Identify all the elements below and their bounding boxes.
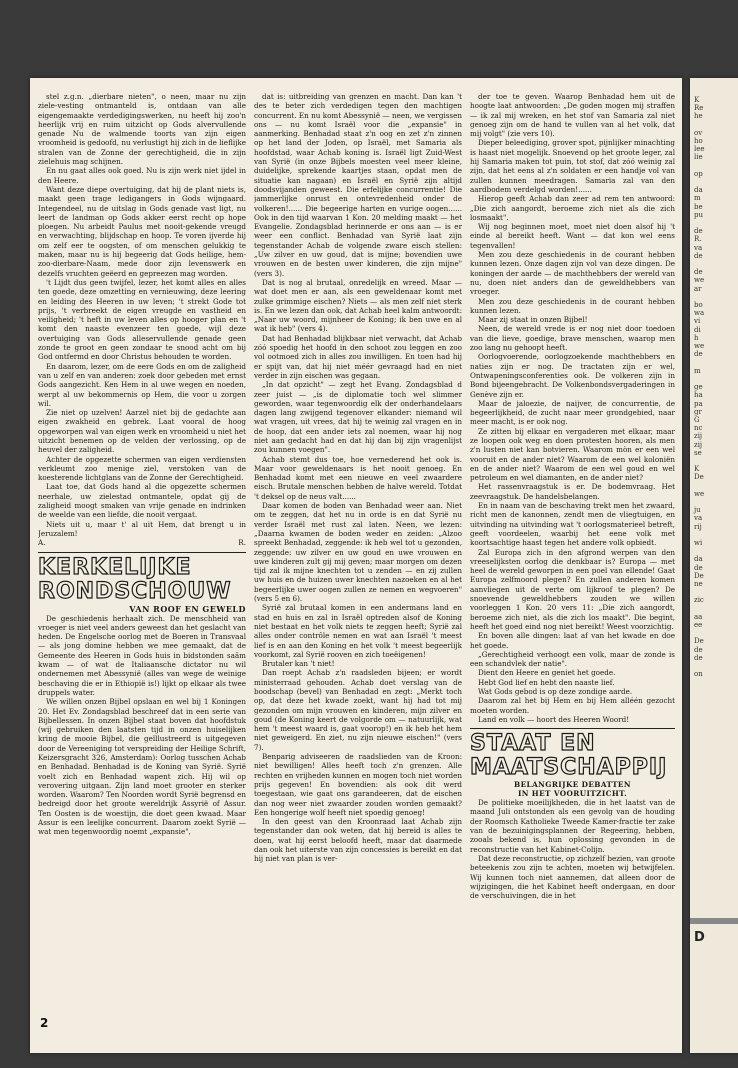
column-3 bbox=[470, 92, 675, 1052]
section-divider bbox=[470, 728, 675, 729]
newspaper-page bbox=[30, 78, 682, 1053]
paragraph: Dient den Heere en geniet het goede. bbox=[478, 668, 616, 678]
signature-line bbox=[38, 538, 246, 547]
paragraph: stel z.g.n. „dierbare nieten", o neen, maar nu zijn ziele-vesting ontmanteld is, ontdaan van alle eigengemaakte verdedigingswerken, nu heeft hij zoo'n heerlijk vrij en ruim uitzicht op Gods alvervullende genade Nu de walmende toorts van zijn eigen vroomheid is gedoofd, nu verlustigt hij zich in de lieflijke stralen van de Zonne der gerechtigheid, die in zijn zielehuis mag schijnen. bbox=[38, 92, 246, 167]
paragraph: En in naam van de beschaving trekt men het zwaard, richt men de kanonnen, zendt men de vliegtuigen, en uitvinding na uitvinding wat 't oorlogsmaterieel betreft, geeft voordeelen, waarbij het eene volk met koortsachtige haast tegen het andere volk opbiedt. bbox=[470, 501, 675, 548]
kerkelijke-subheading: VAN ROOF EN GEWELD bbox=[129, 603, 246, 614]
paragraph: Syrië zal brutaal komen in een andermans land en stad en huis en zal in Israël optreden alsof de Koning niet bestaat en het volk niets te zeggen heeft; Syrië zal alles onder contrôle nemen en wat aan Israël 't meest lief is en aan den Koning en het volk 't meest begeerlijk voorkomt, zal Syrië rooven en zich toeëigenen! bbox=[254, 603, 462, 659]
paragraph: De geschiedenis herhaalt zich. De menschheid van vroeger is niet veel anders geweest dan het geslacht van heden. De Engelsche oorlog met de Boeren in Transvaal — als jong domine hebben we mee gemaakt, dat de Gemeente des Heeren in Gods huis in bidstonden saâm kwam — of wat de Italiaansche dictator nu wil ondernemen met Abessynië (alles van wege de weinige beschaving die er in Ethiopië is!) lijkt op elkaar als twee druppels water. bbox=[38, 613, 246, 697]
paragraph: Niets uit u, maar t' al uit Hem, dat brengt u in Jeruzalem! bbox=[38, 519, 246, 538]
paragraph: En daarom, lezer, om de eere Gods en om de zaligheid van u zelf en van anderen: zoek door gebeden met ernst Gods aangezicht. Ken Hem in al uwe wegen en noeden, werpt al uw bekommernis op Hem, die voor u zorgen wil. bbox=[38, 361, 246, 408]
col1-text bbox=[38, 92, 246, 538]
paragraph: 't Lijdt dus geen twijfel, lezer, het komt alles en alles ten goede, deze omzetting en vernieuwing, deze leering en leiding des Heeren in uw leven; 't strekt Gode tot prijs, 't verbreekt de eigen vreugde en vastheid en veiligheid; 't heft in uw leven alles op hooger plan en 't komt den naaste evenzeer ten goede, wijl deze overtuiging van Gods alleservullende genade geen zonde te groot en geen zondaar te snood acht om bij God ontfermd en door Christus behouden te worden. bbox=[38, 277, 246, 362]
paragraph: dat is: uitbreiding van grenzen en macht. Dan kan 't des te beter zich verdedigen tegen den machtigen concurrent. En nu komt Abessynië — neen, we vergissen ons — nu komt Israël voor die „expansie" in aanmerking. Benhadad staat z'n oog en zet z'n zinnen op het land der Joden, op Israël, met Samaria als hoofdstad, waar Achab koning is. Israël ligt Zuid-West van Syrië (in onze Bijbels moesten veel meer kleine, duidelijke, sprekende kaartjes staan, opdat men de situatie kan nagaan) en Israël en Syrië zijn altijd doodsvijanden geweest. Die erfelijke concurrentie! Die jammerlijke onrust en ontevredenheid onder de volkeren!...... Die begeerige harten en vurige oogen...... Ook in den tijd waarvan 1 Kon. 20 melding maakt — het Evangelie. Zondagsblad herinnerde er ons aan — is er weer een conflict. Benhadad van Syrië laat zijn tegenstander Achab de volgende zware eisch stellen: „Uw zilver en uw goud, dat is mijne; bovendien uwe vrouwen en de besten uwer kinderen, die zijn mijne" (vers 3). bbox=[254, 92, 462, 278]
paragraph: Want deze diepe overtuiging, dat hij de plant niets is, maakt geen trage ledigangers in Gods wijngaard. Integendeel, nu de uitslag in Gods genade vast ligt, nu leert de landman op Gods akker eerst recht op hope ploegen. Nu arbeidt Paulus met nooit-gekende vreugd en verwachting, blijdschap en hoop. Te voren ijverde hij om zelf eer te oogsten, of om menschen gelukkig te maken, maar nu is hij begeerig dat Gods heilige, hem-zoo-dierbare-Naam, mede door zijn levenswerk en dezelfs vruchten geëerd en gepreezen mag worden. bbox=[38, 184, 246, 278]
paragraph: Wat Gods gebod is op deze zondige aarde. bbox=[478, 687, 633, 696]
page-number: 2 bbox=[40, 1016, 49, 1030]
paragraph: Land en volk — hoort des Heeren Woord! bbox=[478, 714, 630, 724]
column-2 bbox=[254, 92, 462, 1052]
paragraph: Maar zij staat in onzen Bijbel! bbox=[478, 315, 588, 325]
paragraph: „Gerechtigheid verhoogt een volk, maar de zonde is een schandvlek der natie". bbox=[470, 649, 675, 669]
signature-right: R. bbox=[238, 538, 246, 548]
paragraph: Oorlogvoerende, oorlogzoekende machthebbers en naties zijn er nog. De tractaten zijn er wel, Ontwapeningsconferenties ook. De volkeren zijn in Bond bijeengebracht. De Volkenbondsvergaderingen in Genève zijn er. bbox=[470, 352, 675, 399]
paragraph: Dieper beleediging, grover spot, pijnlijker minachting is haast niet mogelijk. Snoevend op het groote leger, zal hij Samaria maken tot puin, tot stof, dat zóó weinig zal zijn, dat het eens al z'n soldaten er een handje vol van zullen kunnen meedragen. Samaria zal van den aardbodem verdelgd worden!...... bbox=[470, 138, 675, 194]
paragraph: Achter de opgezette schermen van eigen verdiensten verkleumt zoo menige ziel, verstoken van de koesterende lichtglans van de Zonne der Gerechtigheid. bbox=[38, 454, 246, 483]
staat-heading-line2: MAATSCHAPPIJ bbox=[470, 755, 668, 781]
paragraph: Dat had Benhadad blijkbaar niet verwacht, dat Achab zóó spoedig het hoofd in den schoot zou leggen en zoo vol ootmoed zich in alles zou inwilligen. En toen had hij er spijt van, dat hij niet méér gevraagd had en niet verder in zijn eischen was gegaan. bbox=[254, 333, 462, 380]
paragraph: We willen onzen Bijbel opslaan en wel bij 1 Koningen 20. Het Ev. Zondagsblad beschreef dat in een serie van Bijbellessen. In onzen Bijbel staat boven dat hoofdstuk (wij gebruiken den laatsten tijd in onzen huiselijken kring de mooie Bijbel, die geïllustreerd is uitgegeven door de Vereeniging tot verspreiding der Heilige Schrift, Keizersgracht 326, Amsterdam): Oorlog tusschen Achab en Benhadad. Benhadad is de Koning van Syrië. Syrië voelt zich en Benhadad wapent zich. Hij wil op verovering uitgaan. Zijn land moet grooter en sterker worden. Waarom? Ten Noorden wordt Syrië begrensd en bedreigd door het groote wereldrijk Assyrië of Assur. Ten Oosten is de woestijn, die doet geen kwaad. Maar Assur is een leelijke concurrent. Daarom zoekt Syrië — wat men tegenwoordig noemt „expansie", bbox=[38, 697, 246, 837]
paragraph: En boven alle dingen: laat af van het kwade en doe het goede. bbox=[470, 631, 675, 650]
column-1 bbox=[38, 92, 246, 1052]
paragraph: Men zou deze geschiedenis in de courant hebben kunnen lezen. Onze dagen zijn vol van deze dingen. De koningen der aarde — de machthebbers der wereld van nu, doen niet anders dan de geweldhebbers van vroeger. bbox=[470, 250, 675, 297]
paragraph: Daarom zal het bij Hem en bij Hem alléén gezocht moeten worden. bbox=[470, 696, 675, 715]
adjacent-page-divider bbox=[690, 918, 738, 924]
kerkelijke-heading-line1: KERKELIJKE bbox=[38, 554, 192, 580]
staat-subheading-line2: IN HET VOORUITZICHT. bbox=[517, 789, 628, 799]
paragraph: Dat deze reconstructie, op zichzelf bezien, van groote beteekenis zou zijn te achten, moeten wij betwijfelen. Wij kunnen toch niet aannemen, dat alleen door de wijzigingen, die het Kabinet heeft ondergaan, en door de verschuivingen, die in het bbox=[470, 853, 675, 901]
paragraph: Zie niet op uzelven! Aarzel niet bij de gedachte aan eigen zwakheid en gebrek. Laat vooral de hoog opgeworpen wal van eigen werk en vroomheid u niet het uitzicht benemen op de velden der verlossing, op de heuvel der zaligheid. bbox=[38, 408, 246, 455]
adjacent-page-text: K Re he ov ho lee lie op da m be pu de R. va de de we ar bo wa vi di h we de m ge ha pa gr G nc zij zij se K De we ju va rij wi da de De ne zic aa ee De de de on bbox=[694, 96, 705, 679]
paragraph: Zal Europa zich in den afgrond werpen van den vreeselijksten oorlog die denkbaar is? Europa — met heel de wereld geworpen in een poel van ellende! Gaat Europa zelfmoord plegen? En zullen anderen komen aanvliegen uit de verte om lijkroof te plegen? De snoevende geweldhebbers zouden we willen voorleggen 1 Kon. 20 vers 11: „Die zich aangordt, beroeme zich niet, als die zich los maakt". Die begint, heeft het goed eind nog niet bereikt! Weest voorzichtig. bbox=[470, 547, 675, 631]
staat-subheading-line1: BELANGRIJKE DEBATTEN bbox=[514, 780, 631, 790]
kerkelijke-heading-line2: RONDSCHOUW bbox=[38, 578, 232, 604]
paragraph: Het rassenvraagstuk is er. De bodemvraag. Het zeevraagstuk. De handelsbelangen. bbox=[470, 482, 675, 501]
paragraph: Men zou deze geschiedenis in de courant hebben kunnen lezen. bbox=[470, 296, 675, 315]
paragraph: „In dat opzicht" — zegt het Evang. Zondagsblad d zeer juist — „is de diplomatie toch wel slimmer geworden, waar tegenwoordig elk der onderhandelaars dagen lang zwijgend tegenover elkander: niemand wil wat vragen, uit vrees, dat hij te weinig zal vragen en in de hoop, dat een ander iets zal noemen, waar hij nog niet aan gedacht had en dat hij dan bij zijn vragenlijst zou kunnen voegen". bbox=[254, 380, 462, 455]
adjacent-page bbox=[690, 78, 738, 1053]
signature-left: A. bbox=[38, 538, 46, 548]
staat-heading-line1: STAAT EN bbox=[470, 731, 596, 757]
paragraph: Brutaler kan 't niet! bbox=[262, 659, 335, 669]
paragraph: In den geest van den Kroonraad laat Achab zijn tegenstander dan ook weten, dat hij bereid is alles te doen, wat hij eerst beloofd heeft, maar dat daarmede dan ook het uiterste van zijn concessies is bereikt en dat hij niet van plan is ver- bbox=[254, 817, 462, 864]
paragraph: Maar de jaloezie, de naijver, de concurrentie, de begeerlijkheid, de zucht naar meer grondgebied, naar meer macht, is er ook nog. bbox=[470, 398, 675, 427]
adjacent-page-heading-letter: D bbox=[694, 930, 705, 945]
paragraph: Wij nog beginnen moet, moet niet doen alsof hij 't einde al bereikt heeft. Want — dat kon wel eens tegenvallen! bbox=[470, 222, 675, 250]
paragraph: Ze zitten bij elkaar en vergaderen met elkaar, maar ze loopen ook weg en doen protesten hooren, als men z'n lusten niet kan botvieren. Waarom mòn er een wel vooruit en de ander niet? Waarom de een wel koloniën en de ander niet? Waarom de een wel goud en wel petroleum en wel diamanten, en de ander niet? bbox=[470, 426, 675, 483]
paragraph: Dat is nog al brutaal, onredelijk en wreed. Maar — wat doet men er aan, als een geweldenaar komt met zulke grimmige eischen? Niets — als men zelf niet sterk is. En we lezen dan ook, dat Achab heel kalm antwoordt: „Naar uw woord, mijnheer de Koning; ik ben uwe en al wat ik heb" (vers 4). bbox=[254, 277, 462, 334]
paragraph: De politieke moeilijkheden, die in het laatst van de maand Juli ontstonden als een gevolg van de houding der Roomsch Katholieke Tweede Kamer-fractie ter zake van de bezuinigingsplannen der Regeering, hebben, zooals bekend is, hun oplossing gevonden in de reconstructie van het Kabinet-Colijn. bbox=[470, 798, 675, 854]
paragraph: Dan roept Achab z'n raadsleden bijeen; er wordt ministerraad gehouden. Achab doet verslag van de boodschap (bevel) van Benhadad en zegt: „Merkt toch op, dat deze het kwade zoekt, want hij had tot mij gezonden om mijn vrouwen en kinderen, mijn zilver en goud (de Koning keert de volgorde om — natuurlijk, wat hem 't meest waard is, gaat voorop!) en ik heb het hem niet geweigerd. En ziet, nu zijn nieuwe eischen!" (vers 7). bbox=[254, 668, 462, 752]
paragraph: Daar komen de boden van Benhadad weer aan. Niet om te zeggen, dat het nu in orde is en dat Syrië nu verder Israël met rust zal laten. Neen, we lezen: „Daarna kwamen de boden weder en zeiden: „Alzoo spreekt Benhadad, zeggende: ik heb wel tot u gezonden, zeggende: uw zilver en uw goud en uwe vrouwen en uwe kinderen zult gij mij geven; maar morgen om dezen tijd zal ik mijne knechten tot u zenden — en zij zullen uw huis en de huizen uwer knechten nazoeken en al het begeerlijke uwer oogen zullen ze nemen en wegvoeren" (vers 5 en 6). bbox=[254, 501, 462, 604]
paragraph: Hebt God lief en hebt den naaste lief. bbox=[478, 677, 615, 687]
paragraph: Benparig adviseeren de raadslieden van de Kroon: niet bewilligen! Alles heeft toch z'n grenzen. Alle rechten en vrijheden kunnen en mogen toch niet worden prijs gegeven! En bovendien: als ook dit werd toegestaan, wie gaat ons garandeeren, dat de eischen dan nog weer niet zwaarder zouden worden gemaakt? Een hongerige wolf heeft niet spoedig genoeg! bbox=[254, 752, 462, 817]
paragraph: der toe te geven. Waarop Benhadad hem uit de hoogte laat antwoorden: „De goden mogen mij straffen — ik zal mij wreken, en het stof van Samaria zal niet genoeg zijn om de hand te vullen van al het volk, dat mij volgt" (zie vers 10). bbox=[470, 92, 675, 139]
paragraph: Laat toe, dat Gods hand al die opgezette schermen neerhale, uw zielestad ontmantele, opdat gij de zaligheid moogt smaken van vrije genade en indrinken de weelde van een liefde, die nooit vergaat. bbox=[38, 482, 246, 520]
section-divider bbox=[38, 552, 246, 553]
paragraph: Achab stemt dus toe, hoe vernederend het ook is. Maar voor geweldenaars is het nooit genoeg. En Benhadad komt met een nieuwe en veel zwaardere eisch. Brutale menschen hebben de halve wereld. Totdat 't deksel op de neus valt...... bbox=[254, 454, 462, 501]
paragraph: En nu gaat alles ook goed. Nu is zijn werk niet ijdel in den Heere. bbox=[38, 166, 246, 185]
paragraph: Neen, de wereld vrede is er nog niet door toedoen van die lieve, goedige, brave menschen, waarop men zoo lang nu gehoopt heeft. bbox=[470, 324, 675, 353]
paragraph: Hierop geeft Achab dan zeer ad rem ten antwoord: „Die zich aangordt, beroeme zich niet als die zich losmaakt". bbox=[470, 194, 675, 222]
